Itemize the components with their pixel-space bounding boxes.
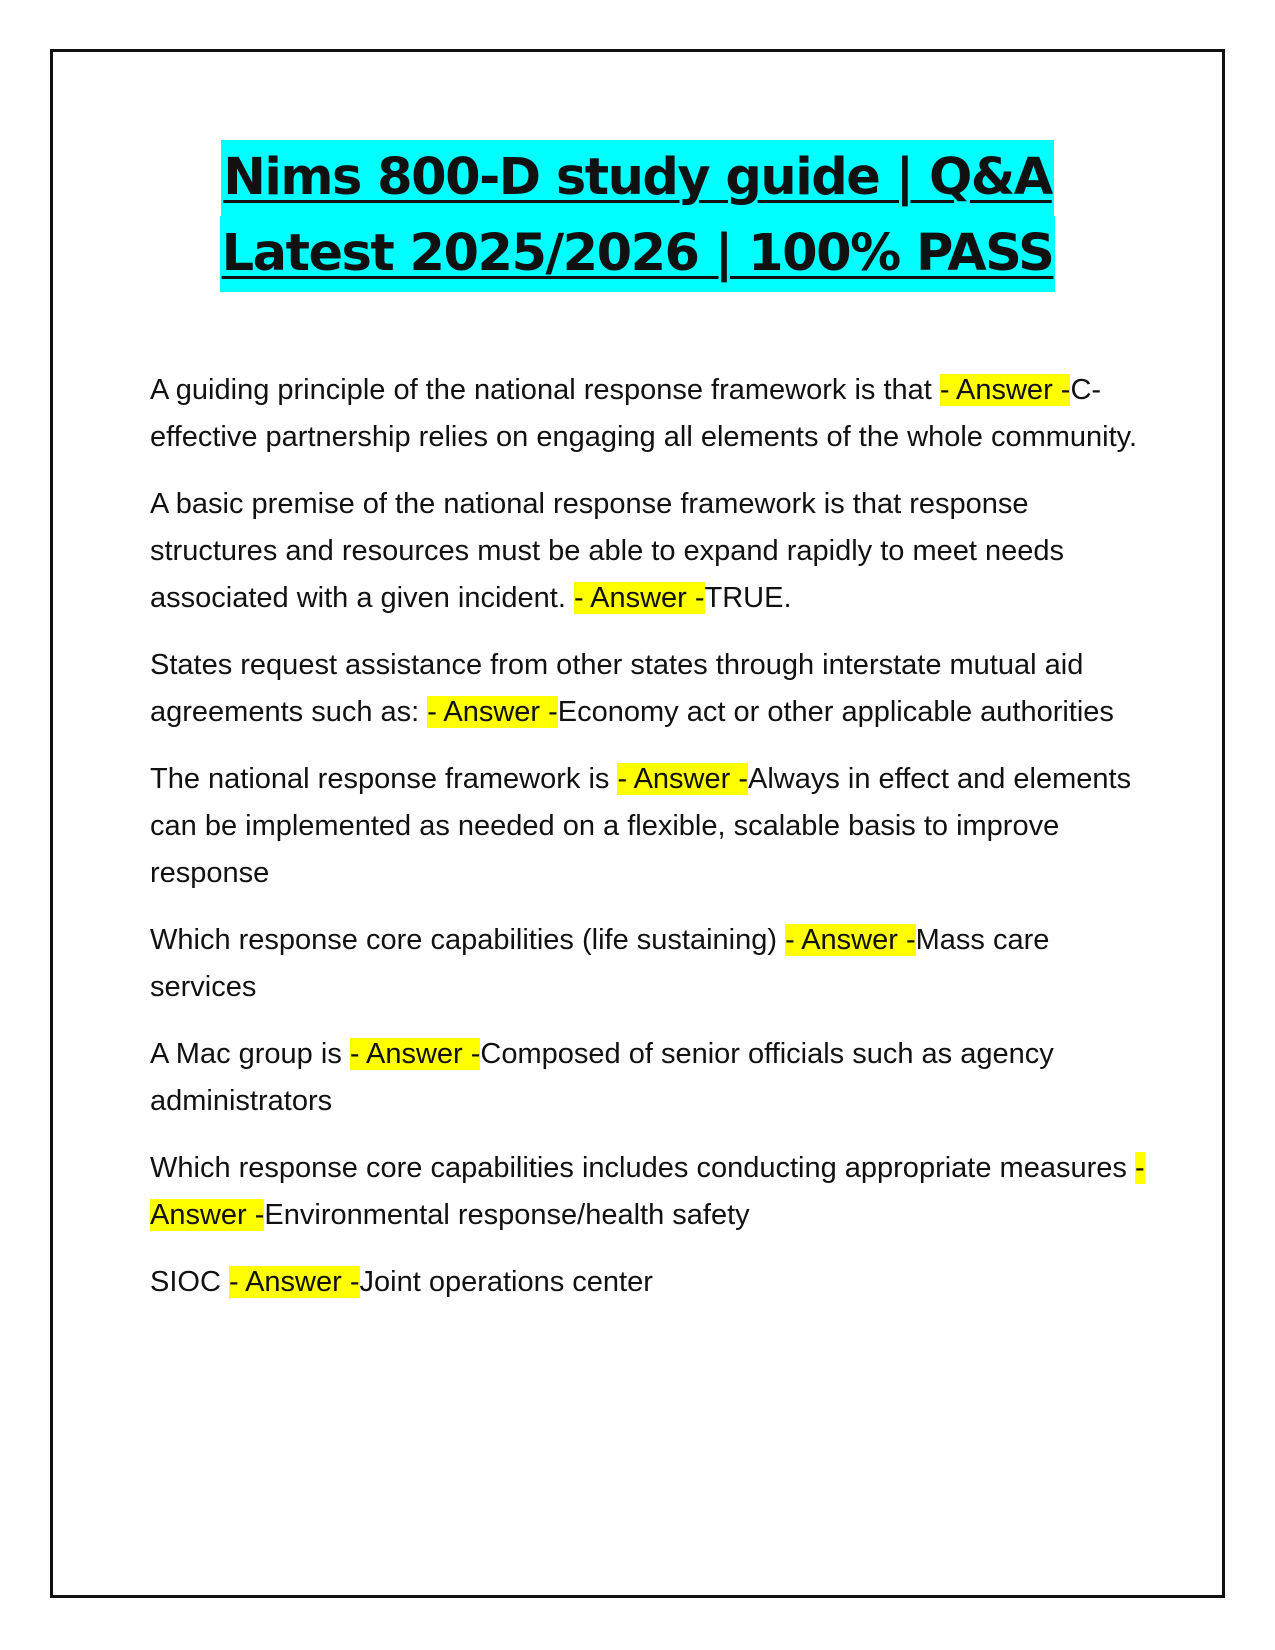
qa-item <box>150 1259 1150 1306</box>
qa-item <box>150 1031 1150 1125</box>
answer-text: Mass care services <box>150 924 1050 1003</box>
qa-item <box>150 367 1150 461</box>
answer-text: Joint operations center <box>359 1266 653 1298</box>
document-title <box>50 140 1225 292</box>
title-line-1: Nims 800-D study guide | Q&A <box>221 140 1054 216</box>
answer-text: C- effective partnership relies on engaging all elements of the whole community. <box>150 374 1138 453</box>
answer-marker: - Answer - <box>349 1038 481 1070</box>
question-text: Which response core capabilities (life sustaining) <box>150 924 786 956</box>
answer-text: Composed of senior officials such as agency administrators <box>150 1038 1054 1117</box>
answer-marker: - Answer - <box>617 763 748 795</box>
question-text: A guiding principle of the national response framework is that <box>150 374 940 406</box>
title-line-2: Latest 2025/2026 | 100% PASS <box>220 216 1056 292</box>
answer-text: TRUE. <box>704 582 792 614</box>
answer-marker: - Answer - <box>785 924 916 956</box>
qa-item <box>150 642 1150 736</box>
qa-item <box>150 917 1150 1011</box>
answer-marker: - Answer - <box>228 1266 360 1298</box>
answer-marker: - Answer - <box>573 582 705 614</box>
answer-marker: - Answer - <box>939 374 1071 406</box>
question-text: SIOC <box>150 1266 229 1298</box>
question-text: A Mac group is <box>150 1038 350 1070</box>
qa-list <box>150 367 1150 1326</box>
answer-text: Environmental response/health safety <box>264 1199 750 1231</box>
qa-item <box>150 1145 1150 1239</box>
answer-marker: - Answer - <box>150 1152 1145 1231</box>
question-text: A basic premise of the national response framework is that response structures and resources must be able to expand rapidly to meet needs associated with a given incident. <box>150 488 1065 614</box>
question-text: Which response core capabilities includes conducting appropriate measures <box>150 1152 1135 1184</box>
question-text: The national response framework is <box>150 763 618 795</box>
qa-item <box>150 756 1150 897</box>
question-text: States request assistance from other states through interstate mutual aid agreements such as: <box>150 649 1084 728</box>
qa-item <box>150 481 1150 622</box>
answer-marker: - Answer - <box>427 696 558 728</box>
answer-text: Economy act or other applicable authorities <box>557 696 1114 728</box>
answer-text: Always in effect and elements can be implemented as needed on a flexible, scalable basis to improve response <box>150 763 1132 889</box>
